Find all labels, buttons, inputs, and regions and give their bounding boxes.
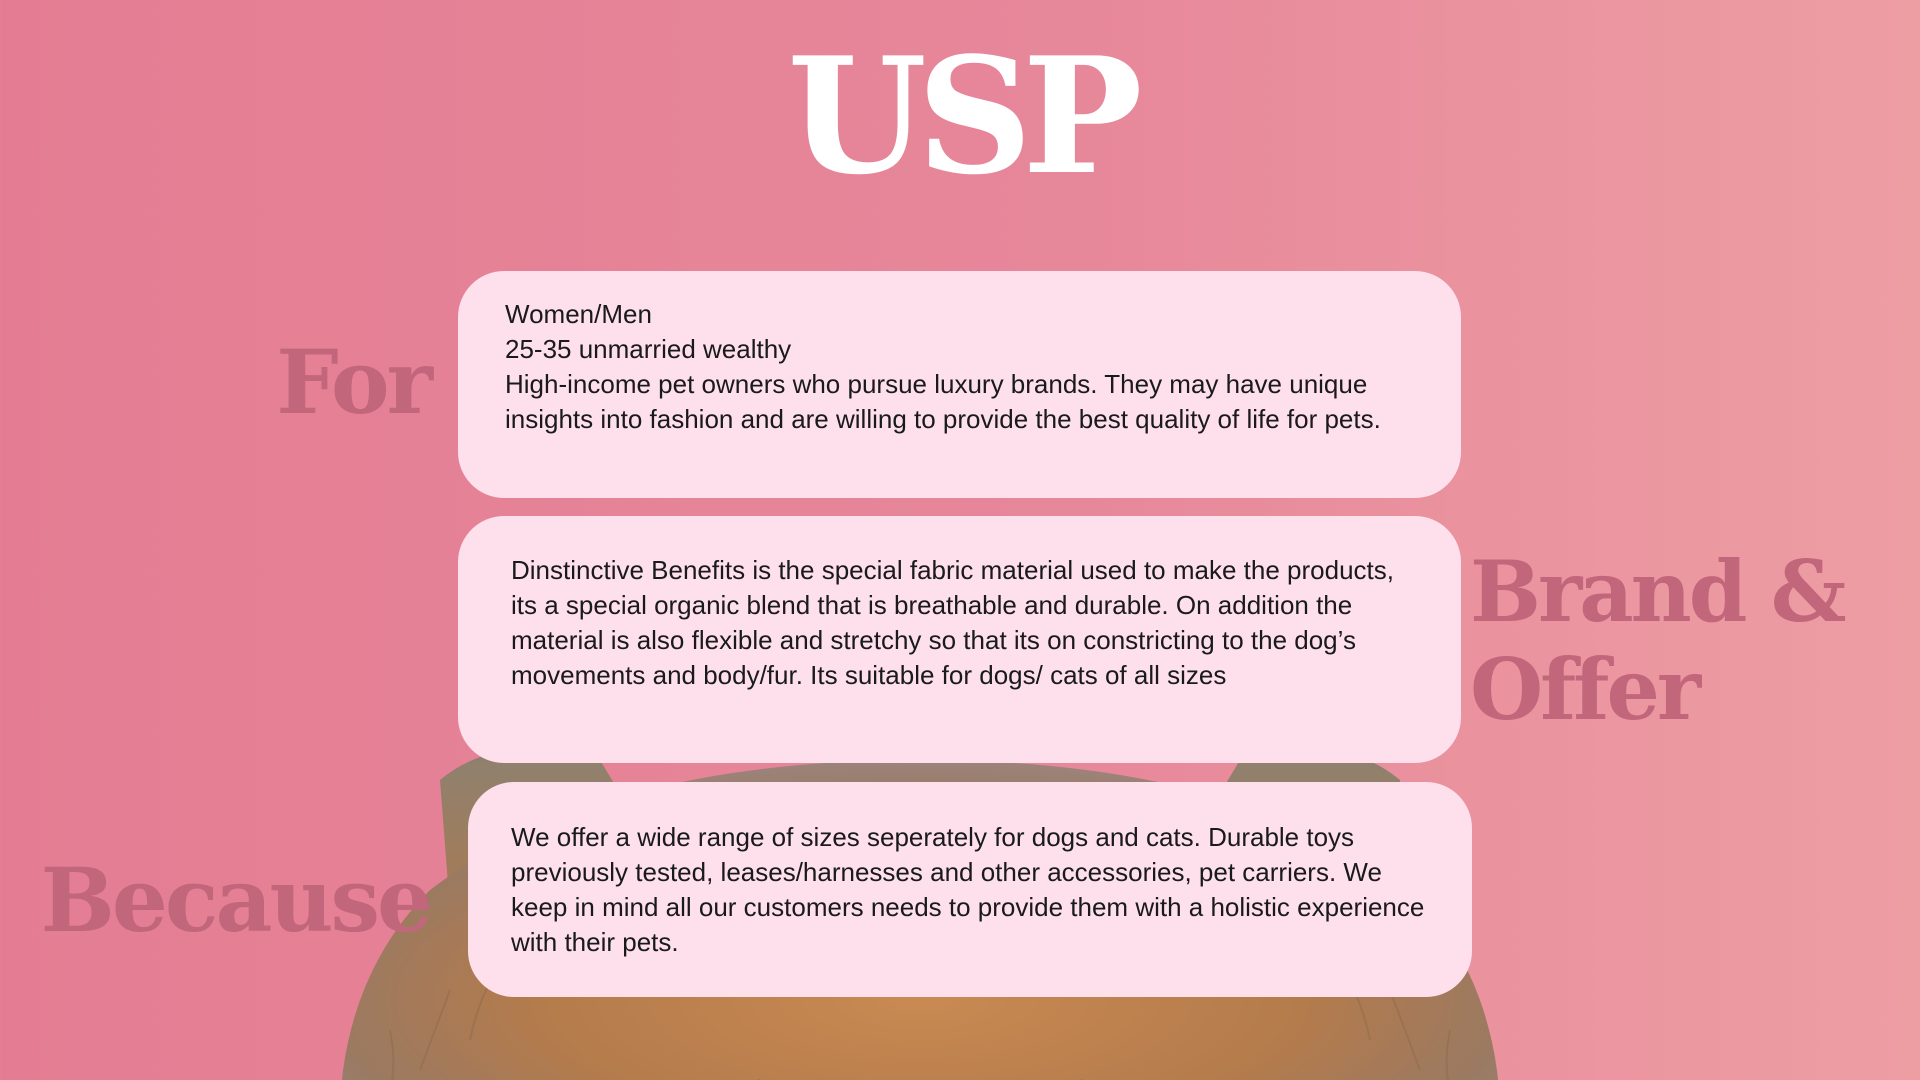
because-text: We offer a wide range of sizes seperately for dogs and cats. Durable toys previously tested, leases/harnesses and other accessories, pet carriers. We keep in mind all our customers needs to provide them with a holistic experience with their pets. bbox=[511, 822, 1425, 957]
audience-age: 25-35 unmarried wealthy bbox=[505, 334, 792, 364]
audience-gender: Women/Men bbox=[505, 299, 652, 329]
benefits-text: Dinstinctive Benefits is the special fabric material used to make the products, its a special organic blend that is breathable and durable. On addition the material is also flexible and stretchy so that its on constricting to the dog’s movements and body/fur. Its suitable for dogs/ cats of all sizes bbox=[511, 555, 1394, 690]
label-brand-offer bbox=[1470, 543, 1844, 739]
label-brand-line2: Offer bbox=[1470, 640, 1699, 739]
because-card bbox=[468, 782, 1472, 997]
label-for: For bbox=[276, 330, 430, 434]
target-audience-card bbox=[458, 271, 1461, 498]
page-title: USP bbox=[787, 22, 1133, 210]
audience-description: High-income pet owners who pursue luxury brands. They may have unique insights into fashion and are willing to provide the best quality of life for pets. bbox=[505, 369, 1381, 434]
brand-offer-card bbox=[458, 516, 1461, 763]
label-brand-line1: Brand & bbox=[1470, 542, 1844, 641]
label-because: Because bbox=[40, 848, 430, 952]
